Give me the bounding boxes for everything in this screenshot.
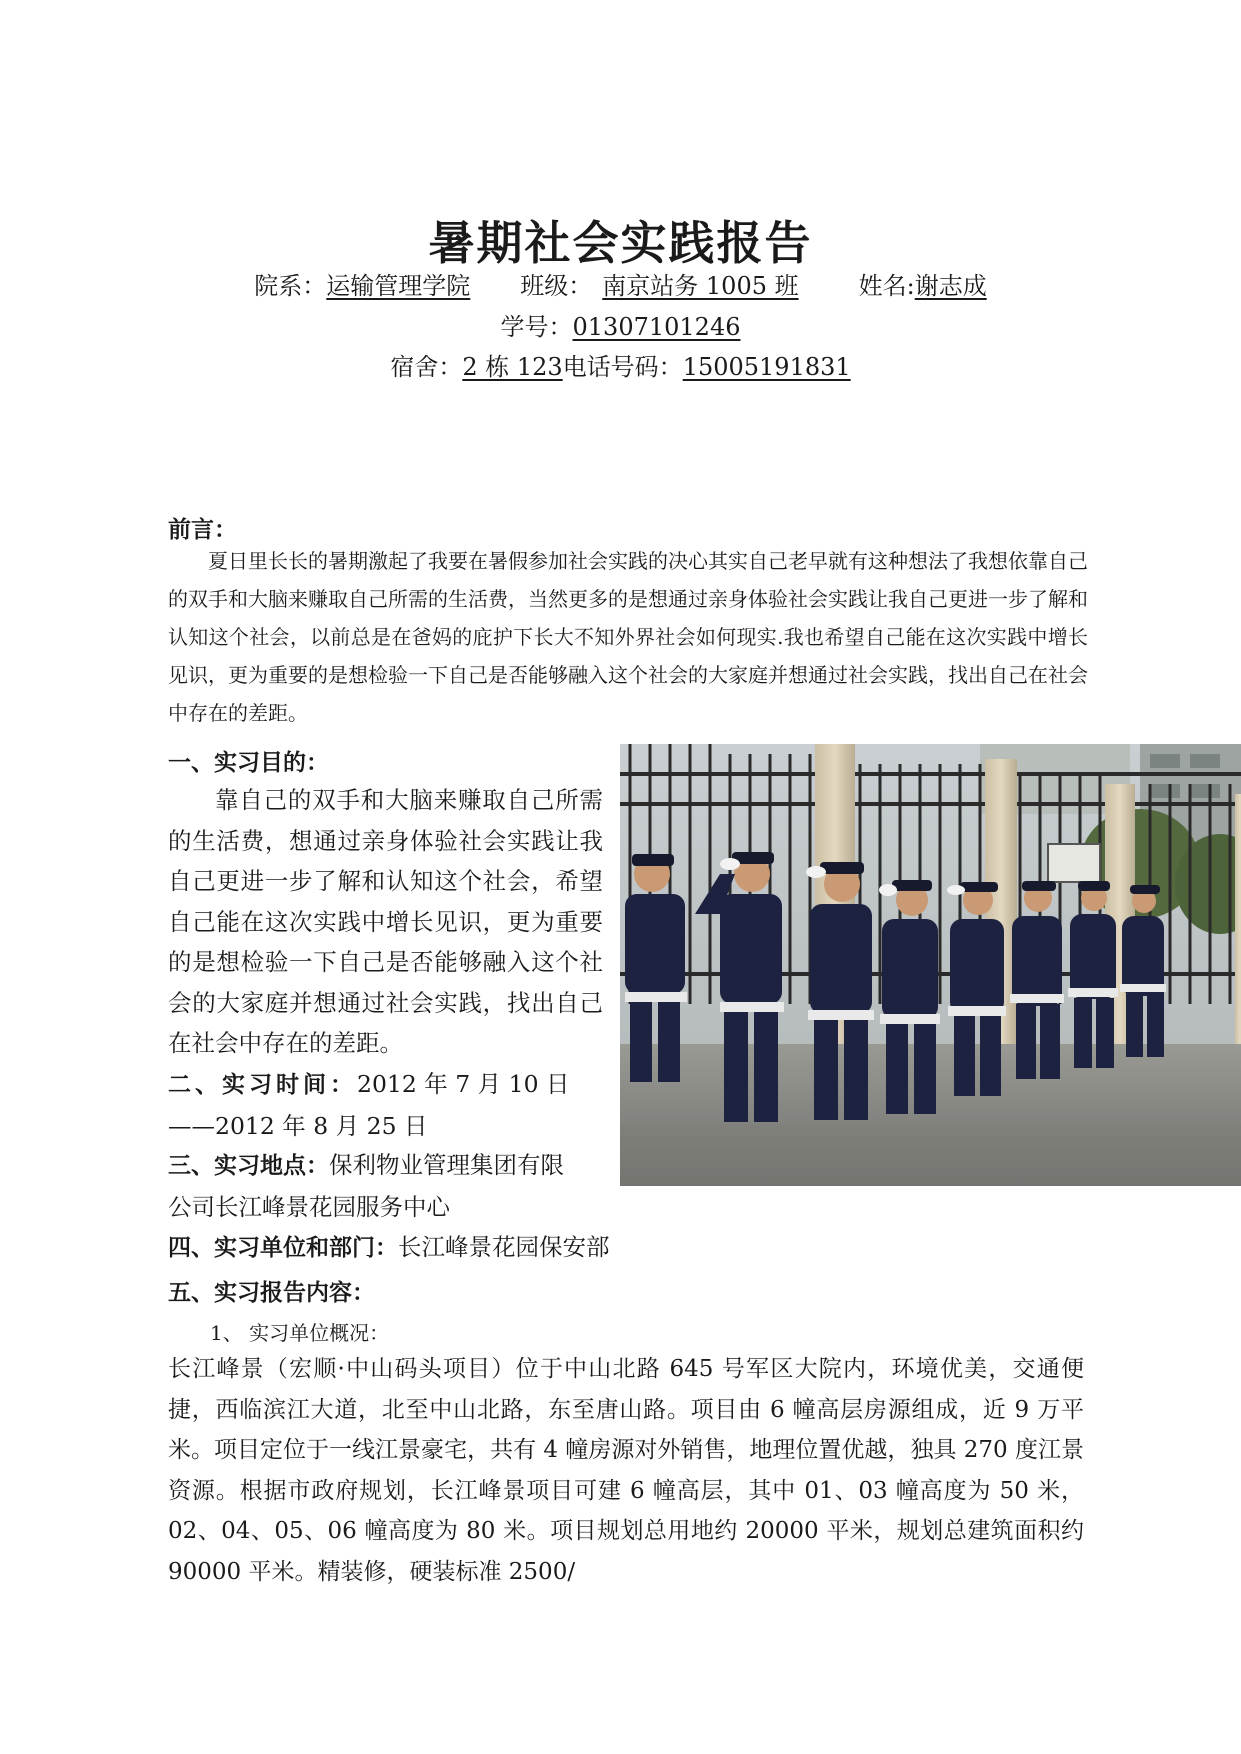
section1-text: 靠自己的双手和大脑来赚取自己所需的生活费，想通过亲身体验社会实践让我自己更进一步了解和认知这个社会，希望自己能在这次实践中增长见识，更为重要的是想检验一下自己是否能够融入这个社会的大家庭并想通过社会实践，找出自己在社会中存在的差距。 [168,786,603,1057]
section4 [168,1227,610,1269]
section1-heading: 一、实习目的： [168,749,329,776]
class-value: 南京站务 1005 班 [602,272,799,300]
section4-text: 长江峰景花园保安部 [398,1233,610,1261]
section3-heading: 三、实习地点： [168,1152,329,1179]
student-id-value: 01307101246 [572,313,741,341]
section5-text: 长江峰景（宏顺·中山码头项目）位于中山北路 645 号军区大院内，环境优美，交通便捷，西临滨江大道，北至中山北路，东至唐山路。项目由 6 幢高层房源组成，近 9 万平米。项目定位于一线江景豪宅，共有 4 幢房源对外销售，地理位置优越，独具 270 度江景资源。根据市政府规划，长江峰景项目可建 6 幢高层，其中 01、03 幢高度为 50 米，02、04、05、06 幢高度为 80 米。项目规划总用地约 20000 平米，规划总建筑面积约 90000 平米。精装修，硬装标准 2500/ [168,1356,1084,1585]
class-label: 班级： [520,272,593,300]
info-line-3 [0,347,1241,382]
dept-value: 运输管理学院 [326,272,471,300]
phone-label: 电话号码： [562,353,683,381]
dept-label: 院系： [254,272,327,300]
name-label: 姓名: [858,272,915,300]
section2-text-1: 2012 年 7 月 10 日 [357,1070,570,1098]
preface-text: 夏日里长长的暑期激起了我要在暑假参加社会实践的决心其实自己老早就有这种想法了我想依靠自己的双手和大脑来赚取自己所需的生活费，当然更多的是想通过亲身体验社会实践让我自己更进一步了解和认知这个社会，以前总是在爸妈的庇护下长大不知外界社会如何现实.我也希望自己能在这次实践中增长见识，更为重要的是想检验一下自己是否能够融入这个社会的大家庭并想通过社会实践，找出自己在社会中存在的差距。 [168,549,1088,725]
section3 [168,1145,608,1227]
section2 [168,1064,603,1146]
section3-text-1: 保利物业管理集团有限 [329,1151,564,1179]
section5-subheading: 1、 实习单位概况： [210,1321,390,1345]
info-line-2 [0,307,1241,342]
preface-heading: 前言： [168,516,237,543]
phone-value: 15005191831 [682,353,851,381]
info-line-1 [0,266,1241,301]
student-id-label: 学号： [500,313,573,341]
dorm-label: 宿舍： [390,353,463,381]
page-title: 暑期社会实践报告 [428,216,813,270]
section2-heading: 二、实习时间： [168,1071,357,1098]
security-guards-photo [620,744,1241,1186]
section5-heading: 五、实习报告内容： [168,1279,375,1306]
section2-text-2: ——2012 年 8 月 25 日 [168,1111,428,1140]
section4-heading: 四、实习单位和部门： [168,1234,398,1261]
section3-text-2: 公司长江峰景花园服务中心 [168,1192,450,1221]
dorm-value: 2 栋 123 [462,353,563,381]
name-value: 谢志成 [914,272,987,300]
